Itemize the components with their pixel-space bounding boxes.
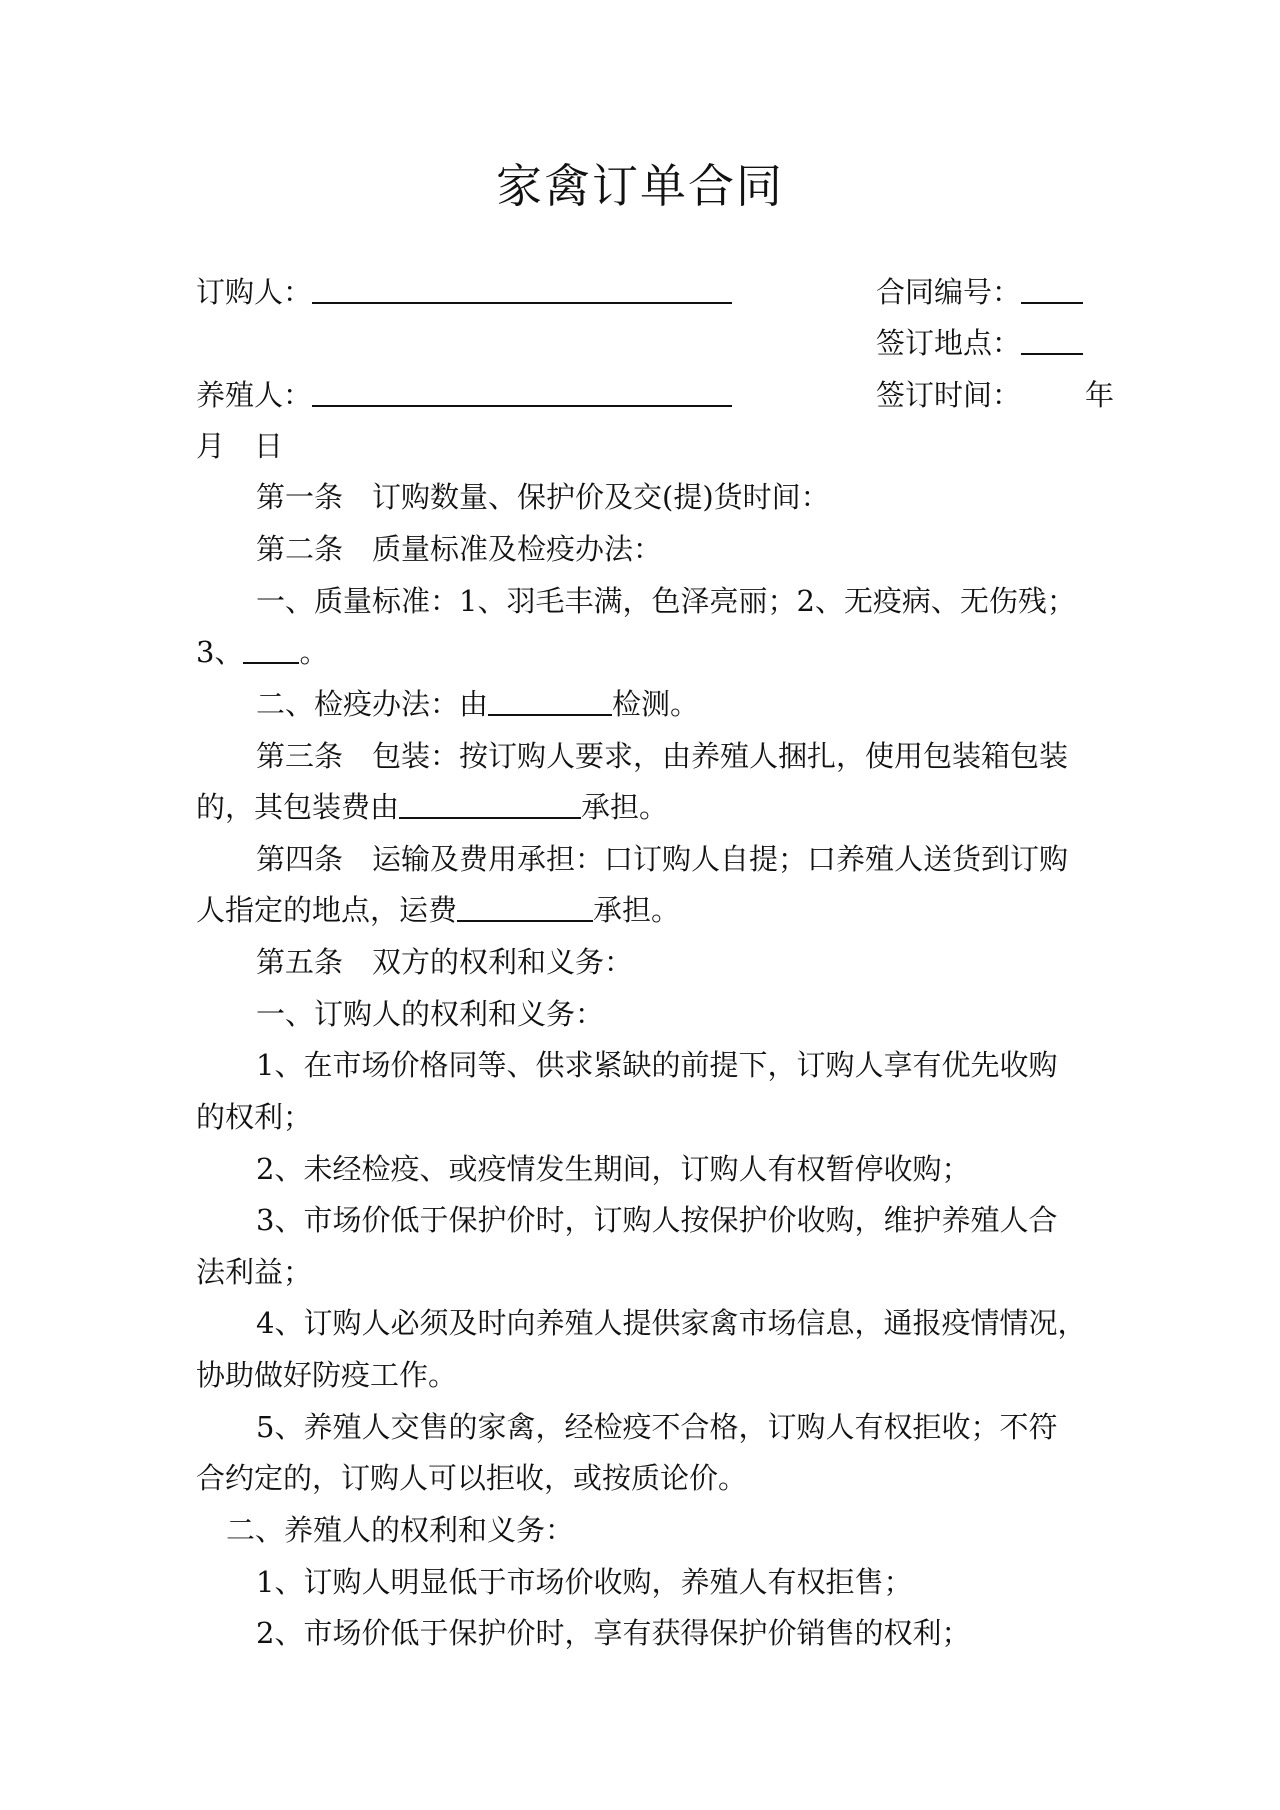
- page-title: 家禽订单合同: [496, 159, 784, 213]
- contract-no-blank: [1021, 272, 1083, 304]
- buyer-right-5-line-2: 合约定的，订购人可以拒收，或按质论价。: [196, 1461, 748, 1495]
- farmer-right-2: 2、市场价低于保护价时，享有获得保护价销售的权利；: [256, 1616, 971, 1650]
- article-4-line-2: 人指定的地点，运费 承担。: [196, 890, 1116, 930]
- article-1: 第一条 订购数量、保护价及交(提)货时间：: [256, 480, 830, 514]
- farmer-label: 养殖人：: [196, 378, 313, 412]
- inspection-method: 二、检疫办法：由 检测。: [256, 684, 1116, 724]
- farmer-rights-heading: 二、养殖人的权利和义务：: [226, 1513, 575, 1547]
- buyer-right-4-line-2: 协助做好防疫工作。: [196, 1358, 458, 1392]
- article-5: 第五条 双方的权利和义务：: [256, 945, 634, 979]
- buyer-right-2: 2、未经检疫、或疫情发生期间，订购人有权暂停收购；: [256, 1152, 971, 1186]
- buyer-label: 订购人：: [196, 275, 313, 309]
- farmer-right-1: 1、订购人明显低于市场价收购，养殖人有权拒售；: [256, 1565, 913, 1599]
- sign-time-row: [876, 375, 1114, 415]
- year-label: 年: [1085, 378, 1115, 412]
- packaging-fee-blank: [399, 787, 581, 819]
- buyer-right-5-line-1: 5、养殖人交售的家禽，经检疫不合格，订购人有权拒收；不符: [256, 1410, 1058, 1444]
- month-day: 月 日: [196, 429, 284, 463]
- article-2: 第二条 质量标准及检疫办法：: [256, 532, 663, 566]
- sign-place-blank: [1021, 323, 1083, 355]
- inspection-blank: [488, 684, 612, 716]
- freight-blank: [457, 890, 593, 922]
- buyer-right-3-line-1: 3、市场价低于保护价时，订购人按保护价收购，维护养殖人合: [256, 1203, 1058, 1237]
- buyer-right-1-line-2: 的权利；: [196, 1100, 313, 1134]
- buyer-blank: [312, 272, 732, 304]
- article-3-line-2: 的，其包装费由 承担。: [196, 787, 1116, 827]
- buyer-right-1-line-1: 1、在市场价格同等、供求紧缺的前提下，订购人享有优先收购: [256, 1048, 1058, 1082]
- article-3-line-1: 第三条 包装：按订购人要求，由养殖人捆扎，使用包装箱包装: [256, 739, 1069, 773]
- buyer-rights-heading: 一、订购人的权利和义务：: [256, 997, 605, 1031]
- farmer-blank: [312, 375, 732, 407]
- sign-time-label: 签订时间：: [876, 378, 1022, 412]
- quality-blank: [243, 632, 299, 664]
- sign-place-label: 签订地点：: [876, 326, 1022, 360]
- quality-standard-line-1: 一、质量标准：1、羽毛丰满，色泽亮丽；2、无疫病、无伤残；: [256, 584, 1076, 618]
- article-4-line-1: 第四条 运输及费用承担：口订购人自提；口养殖人送货到订购: [256, 842, 1069, 876]
- quality-standard-line-2: 3、 。: [196, 632, 1116, 672]
- contract-no-row: [876, 272, 1083, 312]
- buyer-right-4-line-1: 4、订购人必须及时向养殖人提供家禽市场信息，通报疫情情况，: [256, 1306, 1087, 1340]
- sign-place-row: [876, 323, 1083, 363]
- contract-no-label: 合同编号：: [876, 275, 1022, 309]
- buyer-right-3-line-2: 法利益；: [196, 1255, 313, 1289]
